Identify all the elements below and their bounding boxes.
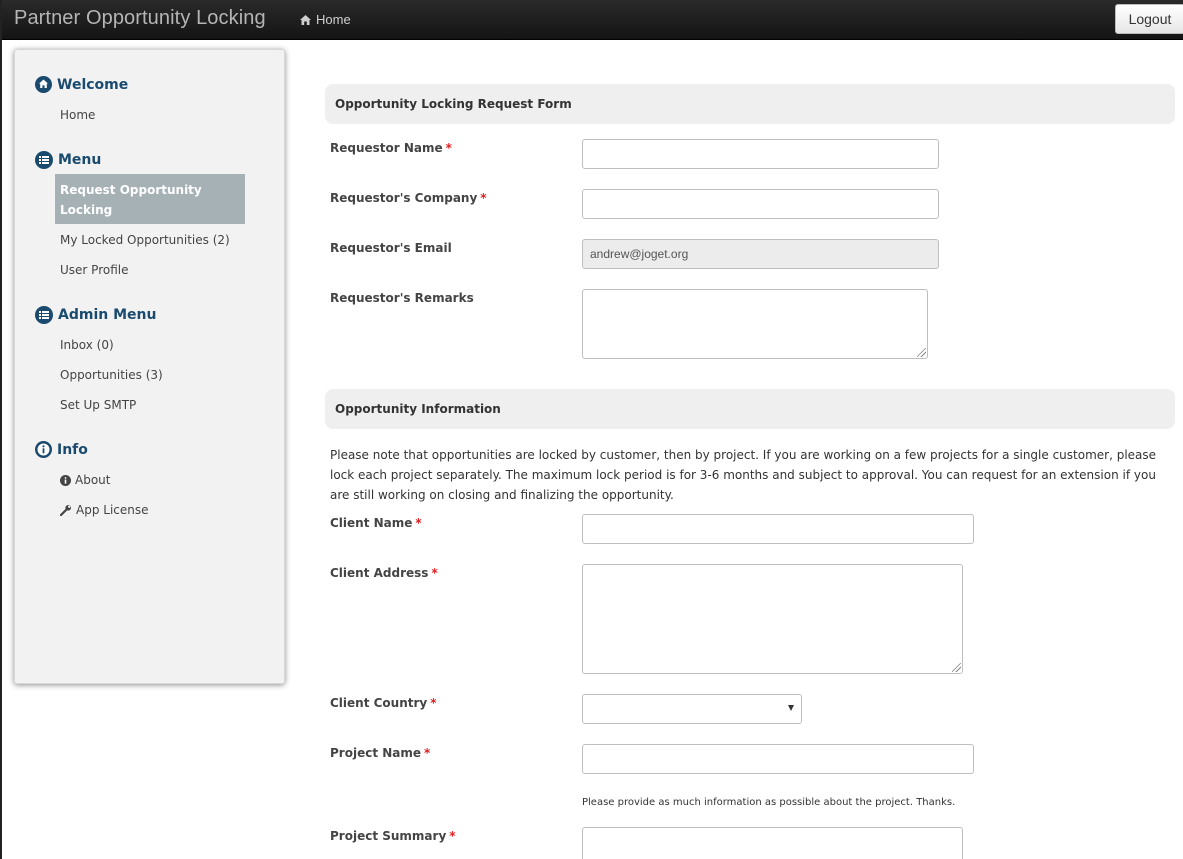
client-address-label (330, 566, 438, 580)
sidebar-item-request-opportunity-locking[interactable]: Request Opportunity Locking (55, 174, 245, 224)
client-name-label-text: Client Name (330, 516, 413, 530)
resize-grip-icon[interactable] (917, 348, 926, 357)
top-navbar (2, 0, 1183, 40)
wrench-icon (60, 504, 72, 516)
nav-home-link[interactable] (300, 12, 351, 27)
requestor-remarks-label (330, 291, 474, 305)
client-address-textarea[interactable] (582, 564, 963, 674)
section-header-opportunity-info: Opportunity Information (325, 389, 1175, 429)
project-name-input[interactable] (582, 744, 974, 774)
project-summary-label-text: Project Summary (330, 829, 447, 843)
home-icon (300, 15, 311, 25)
dropdown-arrow-icon (788, 705, 794, 711)
required-marker: * (480, 191, 487, 205)
sidebar-item-app-license[interactable] (60, 503, 149, 517)
sidebar-item-my-locked-opportunities[interactable]: My Locked Opportunities (2) (60, 233, 230, 247)
app-title[interactable]: Partner Opportunity Locking (14, 7, 266, 29)
sidebar-item-setup-smtp[interactable]: Set Up SMTP (60, 398, 137, 412)
sidebar-menu-title: Menu (58, 152, 102, 168)
sidebar-item-about-label: About (75, 473, 111, 487)
sidebar-section-menu (35, 151, 101, 169)
resize-grip-icon[interactable] (952, 663, 961, 672)
sidebar-info-title: Info (57, 441, 88, 458)
sidebar-section-info (35, 441, 88, 458)
requestor-name-input[interactable] (582, 139, 939, 169)
client-country-label (330, 696, 437, 710)
project-hint: Please provide as much information as possible about the project. Thanks. (582, 797, 956, 808)
sidebar-item-user-profile[interactable]: User Profile (60, 263, 129, 277)
sidebar-section-admin (35, 306, 156, 324)
info-icon (60, 475, 71, 486)
sidebar-item-opportunities[interactable]: Opportunities (3) (60, 368, 163, 382)
info-circle-icon (35, 441, 52, 458)
required-marker: * (445, 141, 452, 155)
client-name-input[interactable] (582, 514, 974, 544)
list-circle-icon (35, 306, 53, 324)
nav-home-label: Home (316, 12, 351, 27)
required-marker: * (415, 516, 422, 530)
home-circle-icon (35, 76, 52, 93)
requestor-email-field[interactable]: andrew@joget.org (582, 239, 939, 269)
sidebar-welcome-title: Welcome (57, 76, 129, 93)
sidebar-section-welcome (35, 76, 128, 93)
project-name-label (330, 746, 430, 760)
requestor-email-label (330, 241, 452, 255)
client-country-select[interactable] (582, 694, 802, 724)
logout-button[interactable]: Logout (1115, 4, 1183, 34)
required-marker: * (430, 696, 437, 710)
requestor-email-label-text: Requestor's Email (330, 241, 452, 255)
requestor-remarks-textarea[interactable] (582, 289, 928, 359)
requestor-company-input[interactable] (582, 189, 939, 219)
sidebar-admin-title: Admin Menu (58, 307, 157, 323)
project-name-label-text: Project Name (330, 746, 422, 760)
required-marker: * (449, 829, 456, 843)
requestor-company-label-text: Requestor's Company (330, 191, 478, 205)
requestor-name-label-text: Requestor Name (330, 141, 443, 155)
opportunity-note: Please note that opportunities are locked by customer, then by project. If you are working on a few projects for a single customer, please lock each project separately. The maximum lock period is for 3-6 months and subject to approval. You can request for an extension if you are still working on closing and finalizing the opportunity. (330, 448, 1157, 502)
required-marker: * (431, 566, 438, 580)
project-summary-label (330, 829, 456, 843)
list-circle-icon (35, 151, 53, 169)
client-name-label (330, 516, 422, 530)
project-summary-textarea[interactable] (582, 827, 963, 859)
section-header-request-form: Opportunity Locking Request Form (325, 84, 1175, 124)
requestor-remarks-label-text: Requestor's Remarks (330, 291, 474, 305)
sidebar-item-about[interactable] (60, 473, 110, 487)
sidebar (14, 49, 285, 684)
required-marker: * (424, 746, 431, 760)
sidebar-item-home[interactable]: Home (60, 108, 96, 122)
sidebar-item-inbox[interactable]: Inbox (0) (60, 338, 114, 352)
client-country-label-text: Client Country (330, 696, 428, 710)
requestor-company-label (330, 191, 487, 205)
client-address-label-text: Client Address (330, 566, 429, 580)
requestor-name-label (330, 141, 452, 155)
sidebar-item-app-license-label: App License (76, 503, 149, 517)
